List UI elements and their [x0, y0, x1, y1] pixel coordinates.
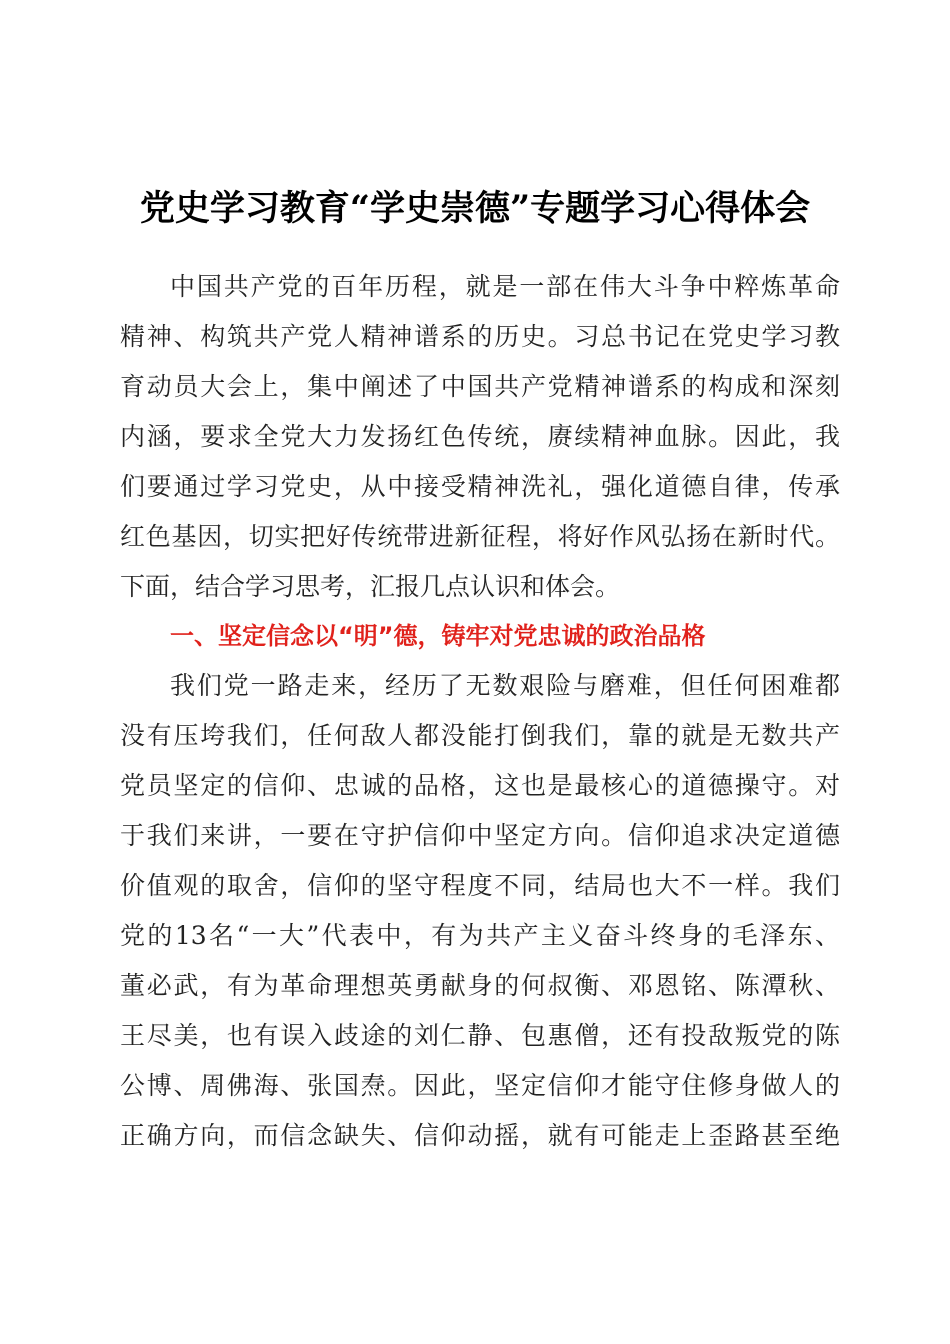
paragraph-line: 党的13名“一大”代表中，有为共产主义奋斗终身的毛泽东、 [120, 921, 840, 950]
paragraph-line: 中国共产党的百年历程，就是一部在伟大斗争中粹炼革命 [170, 272, 840, 301]
paragraph-line: 价值观的取舍，信仰的坚守程度不同，结局也大不一样。我们 [120, 871, 840, 900]
paragraph-line: 内涵，要求全党大力发扬红色传统，赓续精神血脉。因此，我 [120, 422, 840, 451]
paragraph-line: 党员坚定的信仰、忠诚的品格，这也是最核心的道德操守。对 [120, 771, 840, 800]
paragraph-line: 王尽美，也有误入歧途的刘仁静、包惠僧，还有投敌叛党的陈 [120, 1021, 840, 1050]
paragraph-line: 育动员大会上，集中阐述了中国共产党精神谱系的构成和深刻 [120, 372, 840, 401]
document-title: 党史学习教育“学史崇德”专题学习心得体会 [139, 188, 811, 229]
paragraph-line: 没有压垮我们，任何敌人都没能打倒我们，靠的就是无数共产 [120, 721, 840, 750]
section-heading: 一、坚定信念以“明”德，铸牢对党忠诚的政治品格 [170, 622, 706, 650]
paragraph-line: 们要通过学习党史，从中接受精神洗礼，强化道德自律，传承 [120, 472, 840, 501]
paragraph-line: 下面，结合学习思考，汇报几点认识和体会。 [120, 572, 621, 601]
paragraph-line: 红色基因，切实把好传统带进新征程，将好作风弘扬在新时代。 [120, 522, 840, 551]
paragraph-line: 董必武，有为革命理想英勇献身的何叔衡、邓恩铭、陈潭秋、 [120, 971, 840, 1000]
paragraph-line: 我们党一路走来，经历了无数艰险与磨难，但任何困难都 [170, 671, 840, 700]
paragraph-line: 精神、构筑共产党人精神谱系的历史。习总书记在党史学习教 [120, 322, 840, 351]
paragraph-line: 正确方向，而信念缺失、信仰动摇，就有可能走上歪路甚至绝 [120, 1121, 840, 1150]
paragraph-line: 公博、周佛海、张国焘。因此，坚定信仰才能守住修身做人的 [120, 1071, 840, 1100]
paragraph-line: 于我们来讲，一要在守护信仰中坚定方向。信仰追求决定道德 [120, 821, 840, 850]
